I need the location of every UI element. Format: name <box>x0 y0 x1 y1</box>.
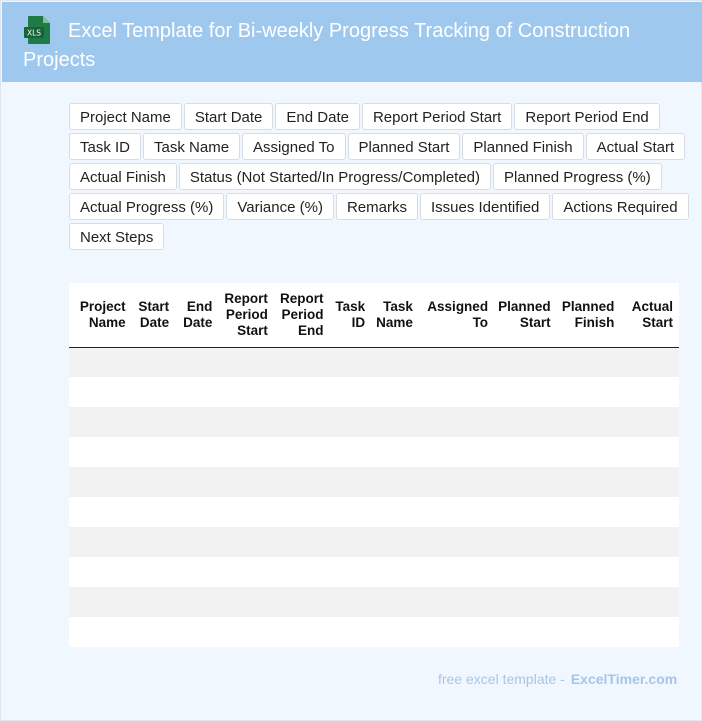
column-header: End Date <box>175 283 218 347</box>
table-cell[interactable] <box>218 617 274 647</box>
table-cell[interactable] <box>175 497 218 527</box>
field-chip: Next Steps <box>69 223 164 250</box>
table-cell[interactable] <box>419 527 494 557</box>
table-row <box>69 527 679 557</box>
table-cell[interactable] <box>330 557 372 587</box>
table-cell[interactable] <box>494 407 557 437</box>
table-cell[interactable] <box>274 557 330 587</box>
table-cell[interactable] <box>557 407 621 437</box>
field-chip: Planned Progress (%) <box>493 163 662 190</box>
table-cell[interactable] <box>132 557 175 587</box>
table-cell[interactable] <box>132 617 175 647</box>
table-cell[interactable] <box>371 557 419 587</box>
table-cell[interactable] <box>371 587 419 617</box>
table-cell[interactable] <box>218 347 274 377</box>
table-cell[interactable] <box>419 617 494 647</box>
table-cell[interactable] <box>557 557 621 587</box>
field-chip: Actual Start <box>586 133 686 160</box>
table-cell[interactable] <box>132 467 175 497</box>
table-cell[interactable] <box>69 347 132 377</box>
table-row <box>69 557 679 587</box>
table-row <box>69 617 679 647</box>
table-cell[interactable] <box>69 497 132 527</box>
table-cell[interactable] <box>620 497 679 527</box>
table-cell[interactable] <box>620 557 679 587</box>
table-cell[interactable] <box>132 377 175 407</box>
table-row <box>69 497 679 527</box>
table-cell[interactable] <box>132 527 175 557</box>
table-cell[interactable] <box>218 557 274 587</box>
table-cell[interactable] <box>330 467 372 497</box>
table-header-row <box>69 283 679 347</box>
table-cell[interactable] <box>330 527 372 557</box>
table-cell[interactable] <box>274 587 330 617</box>
table-cell[interactable] <box>132 407 175 437</box>
table-cell[interactable] <box>218 437 274 467</box>
table-cell[interactable] <box>494 557 557 587</box>
table-cell[interactable] <box>218 467 274 497</box>
table-row <box>69 437 679 467</box>
column-header: Task ID <box>330 283 372 347</box>
table-cell[interactable] <box>175 377 218 407</box>
field-chip: Variance (%) <box>226 193 334 220</box>
table-cell[interactable] <box>620 437 679 467</box>
table-row <box>69 407 679 437</box>
table-cell[interactable] <box>620 527 679 557</box>
table-cell[interactable] <box>132 497 175 527</box>
table-cell[interactable] <box>274 407 330 437</box>
table-row <box>69 377 679 407</box>
page-title: Excel Template for Bi-weekly Progress Tracking of Construction Projects <box>23 20 631 71</box>
field-chip: Actions Required <box>552 193 688 220</box>
table-cell[interactable] <box>330 497 372 527</box>
table-cell[interactable] <box>218 407 274 437</box>
table-cell[interactable] <box>620 347 679 377</box>
column-header: Report Period Start <box>218 283 274 347</box>
table-cell[interactable] <box>371 497 419 527</box>
field-chip-list <box>69 103 689 250</box>
table-body <box>69 347 679 647</box>
table-cell[interactable] <box>330 347 372 377</box>
field-chip: End Date <box>275 103 360 130</box>
field-chip: Assigned To <box>242 133 345 160</box>
table-cell[interactable] <box>494 347 557 377</box>
table-cell[interactable] <box>371 467 419 497</box>
field-chip: Report Period End <box>514 103 659 130</box>
table-cell[interactable] <box>620 587 679 617</box>
table-cell[interactable] <box>218 527 274 557</box>
field-chip: Start Date <box>184 103 274 130</box>
table-cell[interactable] <box>330 617 372 647</box>
table-cell[interactable] <box>557 377 621 407</box>
footer-prefix: free excel template - <box>438 671 565 687</box>
table-cell[interactable] <box>557 587 621 617</box>
table-cell[interactable] <box>419 467 494 497</box>
table-cell[interactable] <box>330 587 372 617</box>
table-cell[interactable] <box>557 617 621 647</box>
table-cell[interactable] <box>419 587 494 617</box>
table-cell[interactable] <box>274 437 330 467</box>
field-chip: Planned Finish <box>462 133 583 160</box>
table-cell[interactable] <box>175 587 218 617</box>
table-cell[interactable] <box>419 497 494 527</box>
table-cell[interactable] <box>620 407 679 437</box>
field-chip: Task ID <box>69 133 141 160</box>
table-cell[interactable] <box>132 587 175 617</box>
table-cell[interactable] <box>371 437 419 467</box>
field-chip: Remarks <box>336 193 418 220</box>
header-bar <box>2 2 702 82</box>
table-cell[interactable] <box>557 527 621 557</box>
field-chip: Task Name <box>143 133 240 160</box>
table-cell[interactable] <box>371 527 419 557</box>
table-cell[interactable] <box>419 377 494 407</box>
field-chip: Planned Start <box>348 133 461 160</box>
table-cell[interactable] <box>494 617 557 647</box>
table-cell[interactable] <box>69 587 132 617</box>
footer-credit <box>438 671 677 687</box>
table-cell[interactable] <box>175 347 218 377</box>
field-chip: Actual Finish <box>69 163 177 190</box>
table-cell[interactable] <box>371 347 419 377</box>
table-cell[interactable] <box>620 377 679 407</box>
table-cell[interactable] <box>175 527 218 557</box>
table-cell[interactable] <box>620 617 679 647</box>
table-cell[interactable] <box>330 437 372 467</box>
table-cell[interactable] <box>69 527 132 557</box>
table-cell[interactable] <box>620 467 679 497</box>
table-cell[interactable] <box>175 437 218 467</box>
field-chip: Project Name <box>69 103 182 130</box>
table-cell[interactable] <box>69 377 132 407</box>
table-cell[interactable] <box>419 347 494 377</box>
template-table-container[interactable] <box>69 283 679 647</box>
table-cell[interactable] <box>274 497 330 527</box>
field-chip: Report Period Start <box>362 103 512 130</box>
table-cell[interactable] <box>218 587 274 617</box>
table-cell[interactable] <box>330 407 372 437</box>
table-cell[interactable] <box>274 377 330 407</box>
table-cell[interactable] <box>218 497 274 527</box>
table-cell[interactable] <box>557 437 621 467</box>
table-cell[interactable] <box>494 497 557 527</box>
table-cell[interactable] <box>557 497 621 527</box>
table-cell[interactable] <box>419 437 494 467</box>
table-cell[interactable] <box>274 617 330 647</box>
table-cell[interactable] <box>274 347 330 377</box>
template-table <box>69 283 679 647</box>
table-cell[interactable] <box>175 557 218 587</box>
table-cell[interactable] <box>494 377 557 407</box>
table-cell[interactable] <box>175 617 218 647</box>
table-cell[interactable] <box>274 527 330 557</box>
column-header: Assigned To <box>419 283 494 347</box>
column-header: Task Name <box>371 283 419 347</box>
table-cell[interactable] <box>218 377 274 407</box>
table-cell[interactable] <box>371 617 419 647</box>
table-cell[interactable] <box>494 527 557 557</box>
table-cell[interactable] <box>69 557 132 587</box>
table-cell[interactable] <box>69 437 132 467</box>
table-cell[interactable] <box>69 617 132 647</box>
table-cell[interactable] <box>557 467 621 497</box>
table-cell[interactable] <box>330 377 372 407</box>
field-chip: Status (Not Started/In Progress/Completed) <box>179 163 491 190</box>
column-header: Project Name <box>69 283 132 347</box>
column-header: Planned Finish <box>557 283 621 347</box>
table-cell[interactable] <box>371 407 419 437</box>
table-cell[interactable] <box>175 407 218 437</box>
column-header: Planned Start <box>494 283 557 347</box>
table-row <box>69 467 679 497</box>
table-cell[interactable] <box>274 467 330 497</box>
field-chip: Issues Identified <box>420 193 550 220</box>
column-header: Report Period End <box>274 283 330 347</box>
field-chip: Actual Progress (%) <box>69 193 224 220</box>
table-cell[interactable] <box>69 407 132 437</box>
table-cell[interactable] <box>494 467 557 497</box>
table-cell[interactable] <box>175 467 218 497</box>
footer-brand-link[interactable]: ExcelTimer.com <box>570 671 678 687</box>
svg-text:XLS: XLS <box>26 28 42 38</box>
table-row <box>69 587 679 617</box>
table-cell[interactable] <box>132 347 175 377</box>
table-cell[interactable] <box>419 557 494 587</box>
table-cell[interactable] <box>371 377 419 407</box>
column-header: Actual Start <box>620 283 679 347</box>
table-cell[interactable] <box>132 437 175 467</box>
table-row <box>69 347 679 377</box>
table-cell[interactable] <box>494 587 557 617</box>
table-cell[interactable] <box>494 437 557 467</box>
table-cell[interactable] <box>419 407 494 437</box>
table-cell[interactable] <box>69 467 132 497</box>
column-header: Start Date <box>132 283 175 347</box>
table-cell[interactable] <box>557 347 621 377</box>
